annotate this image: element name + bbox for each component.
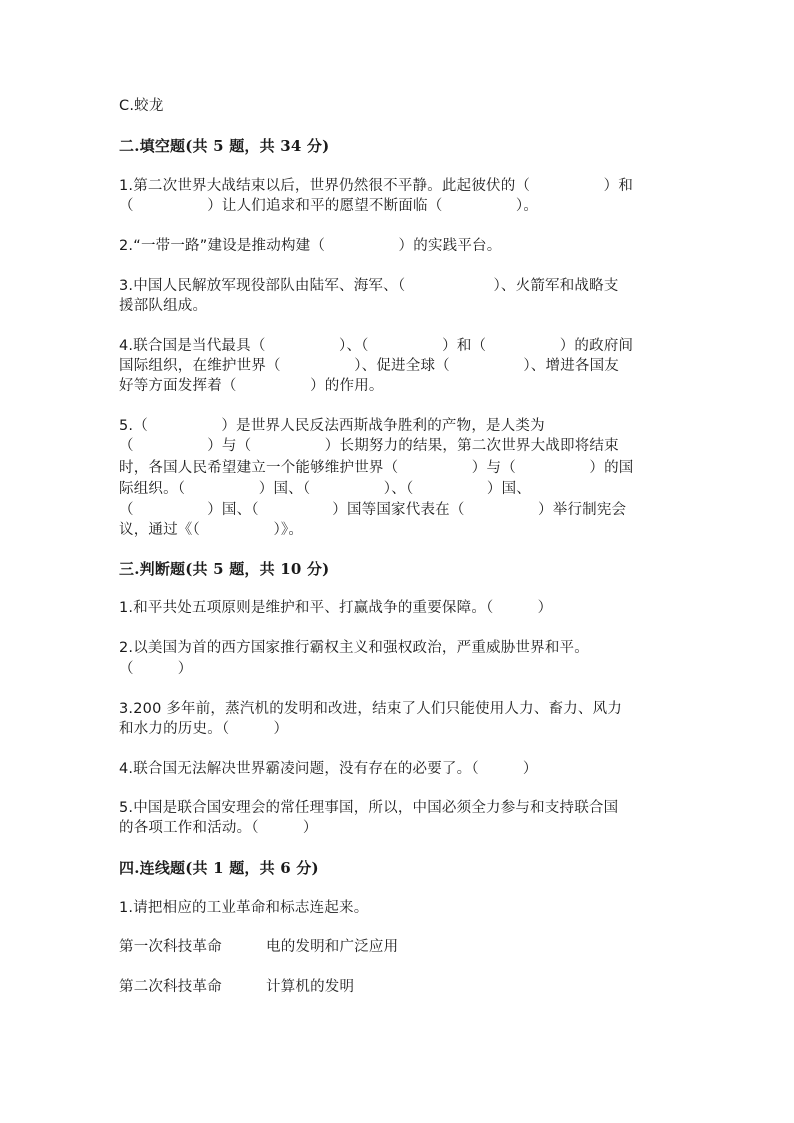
question-line: 国际组织，在维护世界（ ）、促进全球（ ）、增进各国友 xyxy=(119,358,619,374)
question-line: （ ）与（ ）长期努力的结果，第二次世界大战即将结束 xyxy=(119,438,619,454)
question-line: 的各项工作和活动。（ ） xyxy=(119,820,318,836)
question-line: 5.（ ）是世界人民反法西斯战争胜利的产物，是人类为 xyxy=(119,418,545,434)
question-line: 好等方面发挥着（ ）的作用。 xyxy=(119,378,384,394)
question-line: 际组织。（ ）国、（ ）、（ ）国、 xyxy=(119,481,531,497)
question-line: 4.联合国无法解决世界霸凌问题，没有存在的必要了。（ ） xyxy=(119,761,538,777)
question-line: 1.和平共处五项原则是维护和平、打赢战争的重要保障。（ ） xyxy=(119,600,553,616)
question-line: （ ） xyxy=(119,661,193,677)
option-c: C.蛟龙 xyxy=(119,98,164,114)
question-line: 议，通过《（ ）》。 xyxy=(119,522,304,538)
matching-row: 第二次科技革命 计算机的发明 xyxy=(119,979,355,995)
matching-row: 第一次科技革命 电的发明和广泛应用 xyxy=(119,939,399,955)
section-heading-fill-blank: 二.填空题(共 5 题，共 34 分) xyxy=(119,137,330,155)
question-line: 1.第二次世界大战结束以后，世界仍然很不平静。此起彼伏的（ ）和 xyxy=(119,178,634,194)
question-line: 2.以美国为首的西方国家推行霸权主义和强权政治，严重威胁世界和平。 xyxy=(119,640,589,656)
question-line: 3.中国人民解放军现役部队由陆军、海军、（ ）、火箭军和战略支 xyxy=(119,278,619,294)
question-line: 援部队组成。 xyxy=(119,298,208,314)
question-line: 4.联合国是当代最具（ ）、（ ）和（ ）的政府间 xyxy=(119,338,634,354)
question-line: 5.中国是联合国安理会的常任理事国，所以，中国必须全力参与和支持联合国 xyxy=(119,800,619,816)
question-line: 和水力的历史。（ ） xyxy=(119,721,289,737)
question-line: 1.请把相应的工业革命和标志连起来。 xyxy=(119,900,369,916)
question-line: 时，各国人民希望建立一个能够维护世界（ ）与（ ）的国 xyxy=(119,460,634,476)
question-line: 2.“一带一路”建设是推动构建（ ）的实践平台。 xyxy=(119,238,502,254)
question-line: 3.200 多年前，蒸汽机的发明和改进，结束了人们只能使用人力、畜力、风力 xyxy=(119,701,623,717)
section-heading-true-false: 三.判断题(共 5 题，共 10 分) xyxy=(119,560,330,578)
question-line: （ ）国、（ ）国等国家代表在（ ）举行制宪会 xyxy=(119,502,627,518)
section-heading-matching: 四.连线题(共 1 题，共 6 分) xyxy=(119,859,319,877)
question-line: （ ）让人们追求和平的愿望不断面临（ ）。 xyxy=(119,198,539,214)
